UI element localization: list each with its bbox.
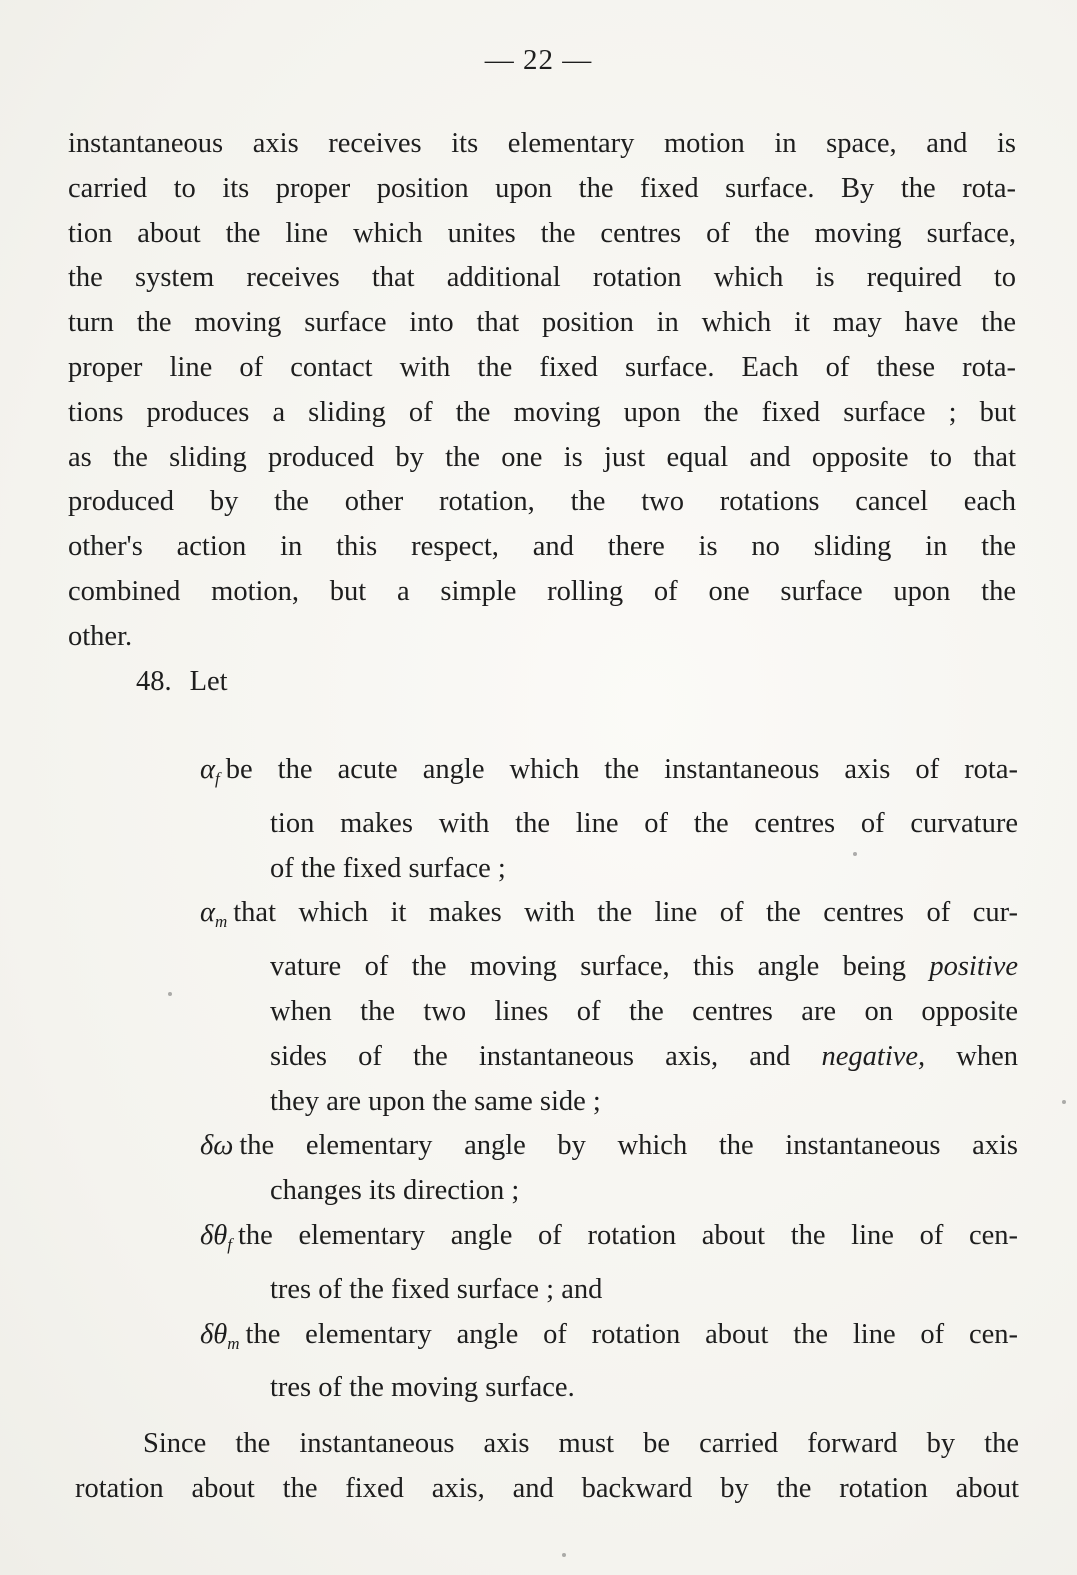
definition-text: the elementary angle by which the instantaneous axis [239,1130,1018,1162]
symbol-delta-theta-f: $\delta\theta_f$ [200,1219,232,1254]
section-heading [136,660,228,705]
section-intro-word: Let [189,666,228,697]
text-line: tions produces a sliding of the moving upon the fixed surface ; but [68,396,1016,428]
definition-alpha-m [200,891,1018,1124]
definition-delta-theta-f [200,1214,1018,1313]
text-line: carried to its proper position upon the fixed surface. By the rota- [68,172,1016,204]
definition-text: tion makes with the line of the centres of curvature [270,807,1018,839]
definition-alpha-f [200,748,1018,891]
paragraph-since [75,1422,1019,1512]
symbol-delta-omega: δω [200,1130,234,1162]
definition-text: be the acute angle which the instantaneous axis of rota- [225,754,1018,785]
symbol-alpha-f: $\alpha_f$ [200,754,220,788]
paper-speck [1062,1100,1066,1104]
page-number: — 22 — [484,44,593,76]
symbol-delta-theta-m: $\delta\theta_m$ [200,1318,240,1353]
definition-delta-theta-m [200,1313,1018,1412]
text-line: combined motion, but a simple rolling of one surface upon the [68,575,1016,607]
definition-text: when the two lines of the centres are on opposite [270,995,1018,1027]
definition-text: they are upon the same side ; [270,1085,601,1117]
paper-speck [168,992,172,996]
definition-text: tres of the moving surface. [270,1372,575,1404]
text-line: other. [68,620,133,652]
definition-text: of the fixed surface ; [270,852,506,884]
definition-text: the elementary angle of rotation about the line of cen- [245,1318,1018,1350]
emphasis-negative: negative, [821,1040,926,1072]
text-line: tion about the line which unites the centres of the moving surface, [68,217,1016,249]
definition-text: that which it makes with the line of the centres of cur- [233,897,1018,929]
paragraph-rolling-motion [68,122,1016,660]
symbol-alpha-m: $\alpha_m$ [200,897,228,932]
definition-text-line: vature of the moving surface, this angle being positive [270,951,1018,983]
paper-speck [562,1553,566,1557]
definition-text-line: sides of the instantaneous axis, and negative, when [270,1040,1019,1072]
definition-text: tres of the fixed surface ; and [270,1273,603,1305]
text-line: produced by the other rotation, the two rotations cancel each [68,486,1016,518]
section-number: 48. [136,666,172,697]
definitions-list [200,748,1018,1411]
text-line: proper line of contact with the fixed surface. Each of these rota- [68,351,1016,383]
text-line: rotation about the fixed axis, and backward by the rotation about [75,1472,1019,1504]
text-line: other's action in this respect, and there is no sliding in the [68,531,1016,563]
text-line: instantaneous axis receives its elementary motion in space, and is [68,128,1016,159]
text-line: the system receives that additional rotation which is required to [68,262,1016,294]
text-line: as the sliding produced by the one is just equal and opposite to that [68,441,1016,473]
definition-delta-omega [200,1124,1018,1214]
definition-text: changes its direction ; [270,1175,520,1207]
emphasis-positive: positive [929,951,1018,983]
definition-text: the elementary angle of rotation about the line of cen- [237,1219,1018,1251]
text-line: turn the moving surface into that position in which it may have the [68,307,1016,339]
paper-speck [853,852,857,856]
text-line: Since the instantaneous axis must be carried forward by the [143,1428,1019,1459]
